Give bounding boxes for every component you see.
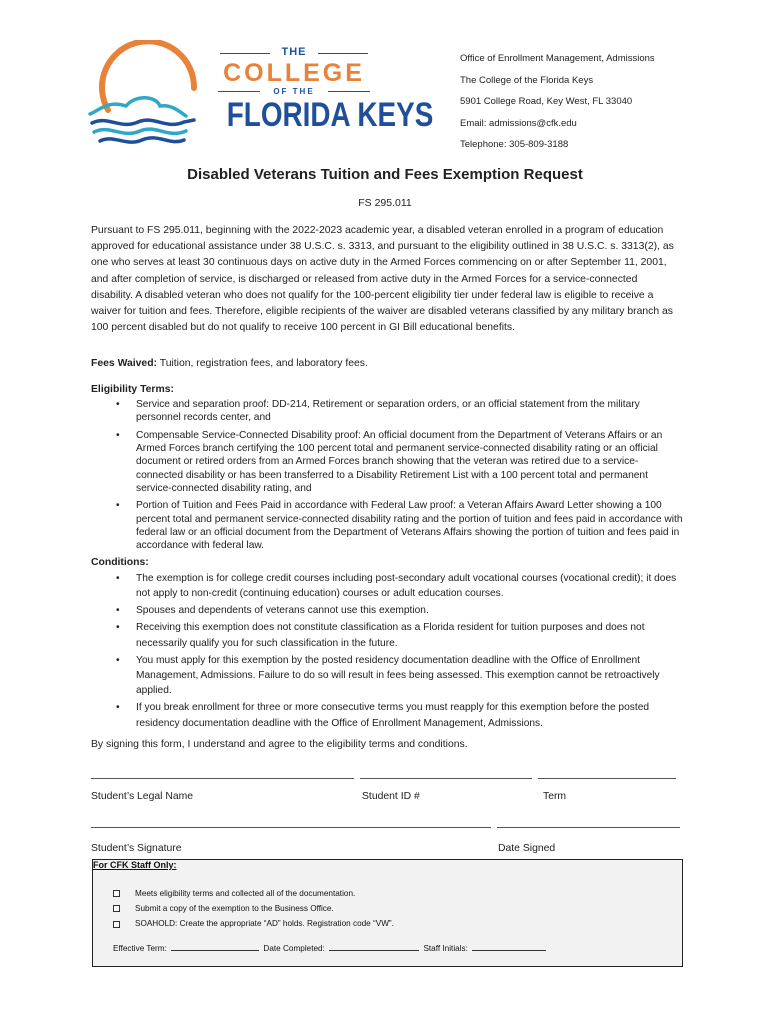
logo-college: COLLEGE — [223, 59, 365, 87]
list-item: • Compensable Service-Connected Disability proof: An official document from the Department of Veterans Affairs or an Armed Forces branch certifying the 100 percent total and permanent service-connected disability rating or an official document or retired orders from an Armed Forces branch showing that the veteran was retired due to a service-connected disability or has been transferred to a Disability Retirement List with a 100 percent total and permanent service-connected disability rating, and — [91, 429, 683, 495]
effective-term-field[interactable] — [171, 943, 259, 951]
logo-of-the: OF THE — [212, 86, 376, 97]
staff-title: For CFK Staff Only: — [93, 860, 177, 870]
agreement-statement: By signing this form, I understand and agree to the eligibility terms and conditions. — [91, 739, 468, 750]
checkbox[interactable] — [113, 890, 120, 897]
list-item: • Receiving this exemption does not constitute classification as a Florida resident for tuition purposes and does not necessarily qualify you for such classification in the future. — [91, 620, 683, 651]
date-signed-field[interactable] — [497, 827, 680, 828]
list-item — [113, 886, 394, 901]
fees-waived — [91, 358, 681, 369]
staff-initials-field[interactable] — [472, 943, 546, 951]
list-item: • Portion of Tuition and Fees Paid in accordance with Federal Law proof: a Veteran Affairs Award Letter showing a 100 percent total and permanent service-connected disability rating and the portion of tuition and fees paid in accordance with federal law or an official document from the Department of Veterans Affairs showing the portion of tuition and fees paid in accordance with federal law. — [91, 499, 683, 552]
eligibility-list — [91, 398, 683, 557]
staff-item-text: Meets eligibility terms and collected all of the documentation. — [135, 889, 356, 898]
staff-checklist — [113, 886, 394, 932]
staff-only-section — [92, 859, 683, 967]
sun-waves-icon — [86, 40, 206, 150]
legal-name-label: Student’s Legal Name — [91, 791, 194, 802]
college-logo — [86, 40, 434, 150]
conditions-list — [91, 571, 683, 733]
address-office: Office of Enrollment Management, Admissions — [460, 53, 655, 64]
fees-waived-text: Tuition, registration fees, and laboratory fees. — [157, 358, 368, 369]
signature-field[interactable] — [91, 827, 491, 828]
list-item — [113, 916, 394, 931]
staff-initials-label: Staff Initials: — [423, 944, 468, 953]
staff-item-text: Submit a copy of the exemption to the Business Office. — [135, 904, 334, 914]
date-completed-field[interactable] — [329, 943, 419, 951]
address-phone: Telephone: 305-809-3188 — [460, 139, 569, 151]
logo-florida-keys: FLORIDA KEYS — [226, 96, 434, 134]
conditions-label: Conditions: — [91, 557, 149, 568]
office-address — [460, 48, 655, 156]
address-email[interactable]: Email: admissions@cfk.edu — [460, 117, 577, 129]
effective-term-label: Effective Term: — [113, 944, 167, 953]
student-id-field[interactable] — [360, 778, 532, 779]
intro-paragraph: Pursuant to FS 295.011, beginning with the 2022-2023 academic year, a disabled veteran enrolled in a program of education approved for educational assistance under 38 U.S.C. s. 3313, and pursuant to the eligibility outlined in 38 U.S.C. s. 3313(2), as one who serves at least 30 continuous days on active duty in the Armed Forces commencing on or after September 11, 2001, and after completion of service, is discharged or released from active duty in the Armed Forces for a service-connected disability. A disabled veteran who does not qualify for the 100-percent eligibility tier under federal law is eligible to receive a waiver for tuition and fees. Therefore, eligible recipients of the waiver are disabled veterans classified by any military branch as 100 percent disabled but do not qualify to receive 100 percent in GI Bill educational benefits. — [91, 225, 674, 334]
list-item: • The exemption is for college credit courses including post-secondary adult vocational courses (vocational credit); it does not apply to non-credit (continuing education) courses or adult education courses. — [91, 571, 683, 602]
address-college: The College of the Florida Keys — [460, 74, 594, 86]
list-item: • You must apply for this exemption by the posted residency documentation deadline with the Office of Enrollment Management, Admissions. Failure to do so will result in fees being assessed. This exemption cannot be retroactively applied. — [91, 653, 683, 699]
staff-fields — [113, 943, 548, 953]
date-signed-label: Date Signed — [498, 843, 556, 854]
date-completed-label: Date Completed: — [263, 944, 325, 953]
term-field[interactable] — [538, 778, 676, 779]
form-title: Disabled Veterans Tuition and Fees Exemption Request — [187, 166, 583, 183]
fees-waived-label: Fees Waived: — [91, 358, 158, 369]
legal-name-field[interactable] — [91, 778, 354, 779]
eligibility-label: Eligibility Terms: — [91, 384, 174, 395]
term-label: Term — [543, 791, 567, 802]
list-item: • Service and separation proof: DD-214, Retirement or separation orders, or an official statement from the military personnel records center, and — [91, 398, 683, 424]
address-street: 5901 College Road, Key West, FL 33040 — [460, 96, 633, 108]
signature-label: Student’s Signature — [91, 843, 182, 854]
list-item: • If you break enrollment for three or more consecutive terms you must reapply for this exemption before the posted residency documentation deadline with the Office of Enrollment Management, Admissions. — [91, 700, 683, 731]
staff-item-text: SOAHOLD: Create the appropriate “AD” holds. Registration code “VW”. — [135, 919, 394, 929]
logo-the: THE — [212, 46, 376, 60]
student-id-label: Student ID # — [362, 791, 420, 802]
list-item — [113, 901, 394, 916]
checkbox[interactable] — [113, 905, 120, 912]
logo-wordmark — [212, 46, 434, 134]
checkbox[interactable] — [113, 921, 120, 928]
statute-reference: FS 295.011 — [358, 197, 412, 209]
list-item: • Spouses and dependents of veterans cannot use this exemption. — [91, 603, 683, 618]
